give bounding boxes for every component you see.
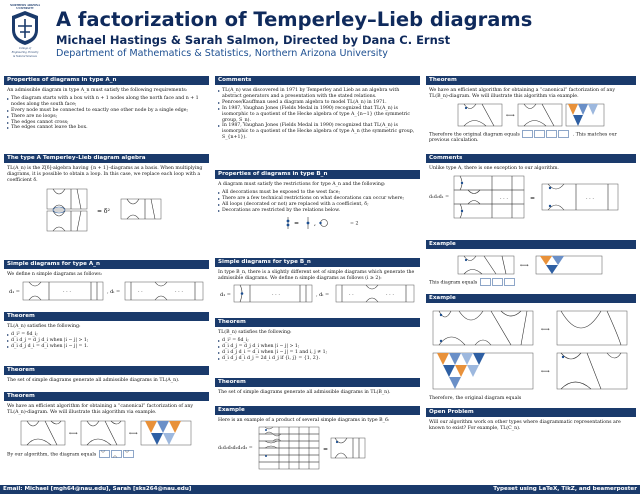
seal-icon xyxy=(10,10,40,46)
svg-text:, dᵢ =: , dᵢ = xyxy=(107,288,121,295)
example-expression: d₁d₂d₃d₂d₁d₂ = xyxy=(218,445,253,451)
block-title: Simple diagrams for type A_n xyxy=(4,260,209,269)
relation-text: = 2 xyxy=(350,221,359,227)
svg-text:⟷: ⟷ xyxy=(506,111,515,119)
footer-typeset: Typeset using LaTeX, TikZ, and beamerposter xyxy=(493,486,637,492)
block-text: In type B_n, there is a slightly different set of simple diagrams which generate the admissible diagrams. We define n simple diagrams as follows (i ≥ 2): xyxy=(218,270,415,281)
list-item: ▸ d_i d_j = d_j d_i when |i − j| > 1; xyxy=(7,338,206,344)
block-text: Unlike type A, there is one exception to our algorithm. xyxy=(429,166,559,171)
exception-diagram xyxy=(452,174,622,222)
block-title: Theorem xyxy=(4,366,209,375)
svg-text:d₁ =: d₁ = xyxy=(9,288,20,295)
algorithm-example-diagrams xyxy=(17,419,197,447)
poster-title: A factorization of Temperley–Lieb diagrams xyxy=(56,8,533,31)
block-theorem-algorithm-a xyxy=(4,392,209,482)
list-item: ▸ In 1987, Vaughan Jones (Fields Medal in 1990) recognized that TL(A_n) is isomorphic to a quotient of the Hecke algebra of type A_n (the symmetric group, S_{n+1}). xyxy=(218,123,417,141)
svg-text:=: = xyxy=(293,219,299,227)
simple-diagrams-type-a xyxy=(7,280,206,302)
poster-department: Department of Mathematics & Statistics, Northern Arizona University xyxy=(56,48,388,59)
block-text: We have an efficient algorithm for obtaining a “canonical” factorization of any TL(B_n)-diagram. We will illustrate this algorithm via example. xyxy=(429,88,615,99)
block-intro: TL(A_n) satisfies the following: xyxy=(7,324,81,329)
loop-product-diagram xyxy=(37,187,177,237)
factor-diagrams xyxy=(522,130,570,138)
block-simple-type-b xyxy=(215,258,420,314)
block-properties-type-b xyxy=(215,170,420,254)
result-text: Therefore the original diagram equals xyxy=(429,132,520,138)
list-item: ▸ TL(A_n) was discovered in 1971 by Temperley and Lieb as an algebra with abstract generators and a presentation with the stated relations. xyxy=(218,88,417,100)
logo-college-3: & Natural Sciences xyxy=(13,55,37,58)
svg-text:· · ·: · · · xyxy=(386,291,394,298)
block-example-2 xyxy=(426,294,636,404)
poster-authors: Michael Hastings & Sarah Salmon, Directed by Dana C. Ernst xyxy=(56,33,451,47)
list-item: ▸ The edges cannot cross; xyxy=(7,120,206,126)
result-text: Therefore, the original diagram equals xyxy=(429,396,522,401)
block-theorem-generate-b xyxy=(215,378,420,402)
block-theorem-relations-b xyxy=(215,318,420,374)
list-item: ▸ Decorations are restricted by the relations below. xyxy=(218,208,417,214)
block-comments-exception xyxy=(426,154,636,236)
list-item: ▸ Penrose/Kauffman used a diagram algebra to model TL(A_n) in 1971. xyxy=(218,100,417,106)
svg-text:=: = xyxy=(322,445,328,453)
block-title: Theorem xyxy=(4,392,209,401)
svg-text:= δ²: = δ² xyxy=(96,207,110,215)
block-example-product xyxy=(215,406,420,482)
logo-college-2: Engineering, Forestry xyxy=(11,51,39,54)
stacked-product-diagram xyxy=(257,426,367,472)
list-item: ▸ d_i² = δd_i; xyxy=(218,338,417,344)
list-item: ▸ The diagram starts with a box with n + 1 nodes along the north face and n + 1 nodes along the south face; xyxy=(7,96,206,108)
result-text-end: . This matches our previous calculation. xyxy=(429,132,617,144)
svg-text:· · ·: · · · xyxy=(272,291,280,298)
block-theorem-algorithm-b xyxy=(426,76,636,150)
factor-diagrams xyxy=(99,450,135,458)
svg-text:· · ·: · · · xyxy=(63,288,71,295)
svg-text:⟷: ⟷ xyxy=(128,429,138,437)
block-theorem-generate-a xyxy=(4,366,209,388)
footer-contact: Email: Michael [mgh64@nau.edu], Sarah [sks264@nau.edu] xyxy=(3,486,192,492)
block-tl-algebra xyxy=(4,154,209,256)
block-title: Open Problem xyxy=(426,408,636,417)
list-item: ▸ There are a few technical restrictions on what decorations can occur where; xyxy=(218,196,417,202)
block-text: We define n simple diagrams as follows: xyxy=(7,272,103,277)
list-item: ▸ d_i d_j d_i = d_i when |i − j| = 1 and i, j ≠ 1; xyxy=(218,350,417,356)
block-title: Comments xyxy=(215,76,420,85)
svg-text:, dᵢ =: , dᵢ = xyxy=(316,291,330,298)
svg-text:d₁ =: d₁ = xyxy=(220,291,231,298)
poster-header xyxy=(0,0,640,72)
block-text: We have an efficient algorithm for obtaining a “canonical” factorization of any TL(A_n)-diagram. We will illustrate this algorithm via example. xyxy=(7,404,193,415)
block-text: The set of simple diagrams generate all admissible diagrams in TL(B_n). xyxy=(218,390,391,395)
block-text: The set of simple diagrams generate all admissible diagrams in TL(A_n). xyxy=(7,378,180,383)
list-item: ▸ The edges cannot leave the box. xyxy=(7,125,206,131)
block-title: Example xyxy=(215,406,420,415)
poster-footer xyxy=(0,485,640,494)
svg-text:· · ·: · · · xyxy=(500,195,509,202)
list-item: ▸ d_i d_j d_i d_j = 2d_i d_j if {i, j} = {1, 2}. xyxy=(218,356,417,362)
block-title: Example xyxy=(426,240,636,249)
block-title: Comments xyxy=(426,154,636,163)
block-text: TL(A_n) is the Z[δ]-algebra having {n + 1}-diagrams as a basis. When multiplying diagrams, it is possible to obtain a loop. In this case, we replace each loop with a coefficient δ. xyxy=(7,166,203,183)
block-title: Theorem xyxy=(215,318,420,327)
svg-text:· · ·: · · · xyxy=(175,288,183,295)
block-title: Example xyxy=(426,294,636,303)
list-item: ▸ There are no loops; xyxy=(7,114,206,120)
list-item: ▸ d_i d_j = d_j d_i when |i − j| > 1; xyxy=(218,344,417,350)
block-simple-type-a xyxy=(4,260,209,308)
svg-text:· ·: · · xyxy=(138,288,143,295)
list-item: ▸ All loops (decorated or not) are replaced with a coefficient, δ; xyxy=(218,202,417,208)
svg-text:⟷: ⟷ xyxy=(541,368,550,375)
list-item: ▸ d_i² = δd_i; xyxy=(7,332,206,338)
result-text: By our algorithm, the diagram equals xyxy=(7,452,97,458)
block-title: The type A Temperley–Lieb diagram algebra xyxy=(4,154,209,163)
svg-text:,: , xyxy=(313,219,316,227)
list-item: ▸ d_i d_j d_i = d_i when |i − j| = 1. xyxy=(7,344,206,350)
block-example-1 xyxy=(426,240,636,290)
exception-expression: d₁d₂d₁ = xyxy=(429,194,450,200)
svg-text:· · ·: · · · xyxy=(586,195,595,202)
simple-diagrams-type-b xyxy=(218,284,417,304)
block-intro: A diagram must satisfy the restrictions for type A_n and the following: xyxy=(218,182,386,187)
svg-text:=: = xyxy=(530,194,536,202)
block-title: Theorem xyxy=(215,378,420,387)
svg-text:⟷: ⟷ xyxy=(520,262,529,269)
list-item: ▸ All decorations must be exposed to the west face; xyxy=(218,190,417,196)
block-comments-history xyxy=(215,76,420,166)
block-intro: An admissible diagram in type A_n must satisfy the following requirements: xyxy=(7,88,188,93)
block-title: Properties of diagrams in type A_n xyxy=(4,76,209,85)
svg-text:⟷: ⟷ xyxy=(541,326,550,333)
example-1-diagrams xyxy=(456,255,606,275)
block-text: Here is an example of a product of several simple diagrams in type B_6: xyxy=(218,418,390,423)
factor-diagrams xyxy=(480,278,516,286)
result-text: This diagram equals xyxy=(429,280,478,286)
example-2-diagrams xyxy=(431,309,631,393)
svg-text:· ·: · · xyxy=(349,291,354,298)
logo-college: College of xyxy=(18,47,32,50)
logo-name: NORTHERN ARIZONA UNIVERSITY xyxy=(10,4,40,10)
list-item: ▸ In 1987, Vaughan Jones (Fields Medal in 1990) recognized that TL(A_n) is isomorphic to a quotient of the Hecke algebra of type A_{n−1} (the symmetric group, S_n). xyxy=(218,106,417,124)
list-item: ▸ Every node must be connected to exactly one other node by a single edge; xyxy=(7,108,206,114)
block-properties-type-a xyxy=(4,76,209,150)
block-title: Properties of diagrams in type B_n xyxy=(215,170,420,179)
block-intro: TL(B_n) satisfies the following: xyxy=(218,330,292,335)
block-title: Simple diagrams for type B_n xyxy=(215,258,420,267)
block-open-problem xyxy=(426,408,636,482)
decoration-relation-diagram xyxy=(278,216,348,230)
block-theorem-relations-a xyxy=(4,312,209,362)
block-title: Theorem xyxy=(4,312,209,321)
block-text: Will our algorithm work on other types where diagrammatic representations are known to exist? For example, TL(C_n). xyxy=(429,420,621,431)
algorithm-b-diagrams xyxy=(456,103,606,127)
svg-text:⟷: ⟷ xyxy=(68,429,78,437)
university-logo xyxy=(5,4,45,64)
block-title: Theorem xyxy=(426,76,636,85)
